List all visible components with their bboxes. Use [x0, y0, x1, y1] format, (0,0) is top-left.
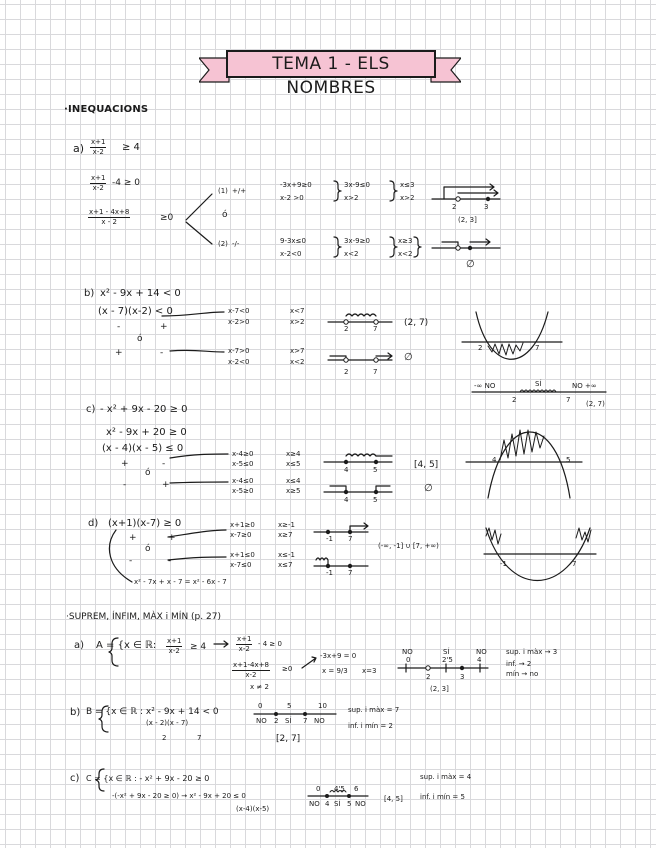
d-tick-7a: 7: [348, 535, 353, 543]
d-parabola-root-left: -1: [500, 560, 507, 568]
a-brace-4: [390, 237, 397, 257]
a-case2-label: (2): [218, 240, 228, 248]
a-c2-r2: x<2: [398, 250, 413, 258]
s2-c-set: C = {x ∈ ℝ : - x² + 9x - 20 ≥ 0: [86, 774, 210, 783]
d-r1b: x-7≥0: [230, 531, 252, 539]
d-r2b: x-7≤0: [230, 561, 252, 569]
s2-a-sol: x = 9/3: [322, 667, 348, 675]
s2-c-factored: (x-4)(x-5): [236, 805, 270, 813]
d-factored: (x+1)(x-7) ≥ 0: [108, 518, 182, 529]
a-number-line-2: [432, 239, 500, 250]
a-fraction-2: $\frac{x+1}{x-2}$: [91, 174, 106, 192]
c-q2b: x≥5: [286, 487, 301, 495]
b-r1b: x-2>0: [228, 318, 250, 326]
d-tick-m1a: -1: [326, 535, 333, 543]
d-parabola-root-right: 7: [572, 560, 577, 568]
b-sign-no-right: NO +∞: [572, 382, 597, 390]
s2-a-nl-no1: NO: [402, 648, 413, 656]
a-fraction-2-rest: -4 ≥ 0: [112, 178, 140, 188]
c-or: ó: [145, 468, 151, 478]
d-tick-m1b: -1: [326, 569, 333, 577]
s2-c-nl-0: 0: [316, 785, 321, 793]
s2-a-den-note: x ≠ 2: [250, 683, 269, 691]
a-c1-r1: x≤3: [400, 181, 415, 189]
s2-a-arrow-1: [214, 641, 228, 647]
s2-a-nl-si: SÍ: [443, 648, 450, 656]
section-heading-inequacions: ·INEQUACIONS: [64, 104, 149, 115]
a-brace-3: [334, 237, 341, 257]
s2-b-nl-5: 5: [287, 702, 292, 710]
a-c1-l1: -3x+9≥0: [280, 181, 312, 189]
b-r1a: x-7<0: [228, 307, 250, 315]
c-empty-set: ∅: [424, 483, 433, 494]
a-branch-lower: [186, 222, 212, 244]
a-result: (2, 3]: [458, 216, 477, 224]
b-r2b: x-2<0: [228, 358, 250, 366]
a-c2-r1: x≥3: [398, 237, 413, 245]
b-sign-result: (2, 7): [586, 400, 605, 408]
c-sign-2: -: [162, 459, 166, 469]
c-parabola-root-left: 4: [492, 456, 497, 464]
s2-b-nl-10: 10: [318, 702, 327, 710]
d-result: (-∞, -1] ∪ [7, +∞): [378, 542, 439, 550]
s2-c-sup: sup. i màx = 4: [420, 773, 472, 781]
c-r2a: x-4≤0: [232, 477, 254, 485]
d-sign-3: -: [129, 556, 133, 566]
a-c1-m2: x>2: [344, 194, 359, 202]
b-number-line-2: [328, 353, 392, 362]
b-tick-2b: 2: [344, 368, 349, 376]
s2-a-step1-rest: - 4 ≥ 0: [258, 640, 282, 648]
b-sign-line: [472, 390, 606, 392]
a-c2-m2: x<2: [344, 250, 359, 258]
a-number-line-1: [432, 184, 500, 201]
b-sign-2: +: [160, 322, 168, 332]
c-r1b: x-5≤0: [232, 460, 254, 468]
s2-b-interval: [2, 7]: [276, 734, 301, 744]
c-q1a: x≥4: [286, 450, 301, 458]
d-sign-2: +: [168, 533, 176, 543]
a-brace-5: [414, 237, 421, 257]
d-or: ó: [145, 544, 151, 554]
s2-c-nl-no2: NO: [355, 800, 366, 808]
s2-a-nl-0: 0: [406, 656, 411, 664]
a-branch-upper: [186, 194, 212, 220]
s2-a-nl-3: 3: [460, 673, 465, 681]
b-factored: (x - 7)(x-2) < 0: [98, 306, 173, 317]
a-fraction-3-rest: ≥0: [160, 213, 174, 223]
b-empty-set: ∅: [404, 352, 413, 363]
b-sign-no-left: -∞ NO: [474, 382, 496, 390]
a-ge4: ≥ 4: [122, 142, 140, 153]
s2-b-nl-si: SÍ: [285, 717, 292, 725]
b-sign-4: -: [160, 348, 164, 358]
s2-c-inf: inf. i mín = 5: [420, 793, 465, 801]
c-parabola-root-right: 5: [566, 456, 571, 464]
s2-item-c-label: c): [70, 773, 80, 784]
c-r2b: x-5≥0: [232, 487, 254, 495]
d-q2a: x≤-1: [278, 551, 295, 559]
a-case1-sign: +/+: [232, 187, 247, 195]
a-c1-m1: 3x-9≤0: [344, 181, 370, 189]
b-q1b: x>2: [290, 318, 305, 326]
s2-b-root2: 7: [197, 734, 202, 742]
s2-a-nl-4: 4: [477, 656, 482, 664]
s2-b-nl-0: 0: [258, 702, 263, 710]
s2-c-nl-5: 5: [347, 800, 352, 808]
c-tick-4a: 4: [344, 466, 349, 474]
b-or: ó: [137, 334, 143, 344]
s2-b-nl-7: 7: [303, 717, 308, 725]
s2-a-nl-2: 2: [426, 673, 431, 681]
s2-c-nl-no1: NO: [309, 800, 320, 808]
s2-a-num-eq: -3x+9 = 0: [320, 652, 357, 660]
b-parabola-root-right: 7: [535, 344, 540, 352]
s2-c-nl-si: SÍ: [334, 800, 341, 808]
d-r1a: x+1≥0: [230, 521, 255, 529]
c-tick-5a: 5: [373, 466, 378, 474]
b-sign-tick-2: 2: [512, 396, 517, 404]
b-q2a: x>7: [290, 347, 305, 355]
c-factored: (x - 4)(x - 5) ≤ 0: [102, 443, 184, 454]
b-number-line-1: [328, 314, 392, 324]
s2-a-step2: $\frac{x+1-4x+8}{x-2}$: [233, 661, 269, 679]
s2-a-set: A = {x ∈ ℝ:: [96, 640, 157, 651]
d-arrow-1: [168, 530, 226, 537]
c-number-line-2: [324, 486, 392, 494]
section-heading-suprem: ·SUPREM, ÍNFIM, MÀX i MÍN (p. 27): [66, 612, 221, 622]
page-title: TEMA 1 - ELS NOMBRES: [226, 50, 436, 78]
a-case1-label: (1): [218, 187, 228, 195]
d-r2a: x+1≤0: [230, 551, 255, 559]
d-q1b: x≥7: [278, 531, 293, 539]
s2-b-number-line: [254, 712, 336, 716]
a-brace-2: [390, 181, 397, 201]
b-q2b: x<2: [290, 358, 305, 366]
s2-a-interval: (2, 3]: [430, 685, 449, 693]
a-fraction-3: $\frac{x+1 - 4x+8}{x - 2}$: [89, 208, 130, 226]
item-a-label: a): [73, 142, 85, 155]
a-c1-l2: x-2 >0: [280, 194, 304, 202]
s2-a-ge4: ≥ 4: [190, 642, 207, 652]
b-sign-1: -: [117, 322, 121, 332]
a-c1-r2: x>2: [400, 194, 415, 202]
b-parabola-sketch: [462, 312, 562, 359]
d-sign-1: +: [129, 533, 137, 543]
c-equation: - x² + 9x - 20 ≥ 0: [100, 404, 188, 415]
b-tick-7a: 7: [373, 325, 378, 333]
a-tick-2: 2: [452, 203, 457, 211]
c-parabola-sketch: [466, 430, 582, 498]
s2-a-number-line: [398, 664, 488, 672]
c-number-line-1: [324, 454, 392, 464]
a-c2-l1: 9-3x≤0: [280, 237, 306, 245]
item-c-label: c): [86, 404, 96, 415]
a-c2-l2: x-2<0: [280, 250, 302, 258]
s2-a-nl-no2: NO: [476, 648, 487, 656]
d-tick-7b: 7: [348, 569, 353, 577]
s2-a-arrow-2: [302, 657, 316, 668]
a-c2-m1: 3x-9≥0: [344, 237, 370, 245]
b-tick-7b: 7: [373, 368, 378, 376]
b-arrow-2: [170, 350, 224, 352]
c-result: [4, 5]: [414, 460, 439, 470]
b-q1a: x<7: [290, 307, 305, 315]
b-tick-2a: 2: [344, 325, 349, 333]
s2-a-inf: inf. → 2: [506, 660, 532, 668]
d-number-line-1: [314, 523, 368, 534]
ribbon-left-tail: [199, 58, 229, 82]
d-expanded: x² - 7x + x - 7 = x² - 6x - 7: [134, 578, 227, 586]
d-arrow-2: [168, 557, 226, 560]
s2-a-sup: sup. i màx → 3: [506, 648, 558, 656]
a-case2-sign: -/-: [232, 240, 240, 248]
s2-c-nl-45: 4'5: [334, 785, 345, 793]
s2-a-min: mín → no: [506, 670, 539, 678]
b-equation: x² - 9x + 14 < 0: [100, 288, 181, 299]
item-d-label: d): [88, 518, 99, 529]
s2-a-nl-25: 2'5: [442, 656, 453, 664]
s2-item-b-label: b): [70, 707, 81, 718]
s2-a-step2-rest: ≥0: [282, 665, 293, 673]
c-sign-4: +: [162, 480, 170, 490]
s2-b-nl-no2: NO: [314, 717, 325, 725]
d-q1a: x≥-1: [278, 521, 295, 529]
s2-b-root1: 2: [162, 734, 167, 742]
b-sign-3: +: [115, 348, 123, 358]
s2-a-sol-x: x=3: [362, 667, 377, 675]
s2-b-inf: inf. i mín = 2: [348, 722, 393, 730]
s2-c-line2: -(-x² + 9x - 20 ≥ 0) → x² - 9x + 20 ≤ 0: [112, 792, 246, 800]
b-r2a: x-7>0: [228, 347, 250, 355]
c-tick-5b: 5: [373, 496, 378, 504]
s2-b-factored: (x - 2)(x - 7): [146, 719, 189, 727]
a-fraction-1: $\frac{x+1}{x-2}$: [91, 138, 106, 156]
a-or: ó: [222, 210, 228, 220]
s2-c-interval: [4, 5]: [384, 795, 403, 803]
s2-a-step1: $\frac{x+1}{x-2}$: [237, 635, 252, 653]
a-empty-set: ∅: [466, 259, 475, 270]
c-sign-1: +: [121, 459, 129, 469]
a-tick-3: 3: [484, 203, 489, 211]
s2-a-fraction: $\frac{x+1}{x-2}$: [167, 637, 182, 655]
d-parabola-sketch: [484, 528, 596, 581]
c-tick-4b: 4: [344, 496, 349, 504]
s2-b-sup: sup. i màx = 7: [348, 706, 400, 714]
d-number-line-2: [314, 558, 368, 568]
s2-item-a-label: a): [74, 640, 85, 651]
s2-b-set: B = {x ∈ ℝ : x² - 9x + 14 < 0: [86, 707, 219, 717]
s2-c-nl-4: 4: [325, 800, 330, 808]
b-parabola-root-left: 2: [478, 344, 483, 352]
c-r1a: x-4≥0: [232, 450, 254, 458]
item-b-label: b): [84, 288, 95, 299]
c-q2a: x≤4: [286, 477, 301, 485]
c-sign-3: -: [123, 480, 127, 490]
s2-b-nl-no1: NO: [256, 717, 267, 725]
s2-b-nl-2: 2: [274, 717, 279, 725]
b-sign-si: SÍ: [535, 380, 542, 388]
d-sign-4: -: [168, 556, 172, 566]
d-q2b: x≤7: [278, 561, 293, 569]
s2-c-nl-6: 6: [354, 785, 359, 793]
b-sign-tick-7: 7: [566, 396, 571, 404]
c-q1b: x≤5: [286, 460, 301, 468]
a-brace-1: [334, 181, 341, 201]
b-result: (2, 7): [404, 318, 429, 328]
c-equation-2: x² - 9x + 20 ≥ 0: [106, 427, 187, 438]
c-arrow-2: [170, 482, 228, 483]
